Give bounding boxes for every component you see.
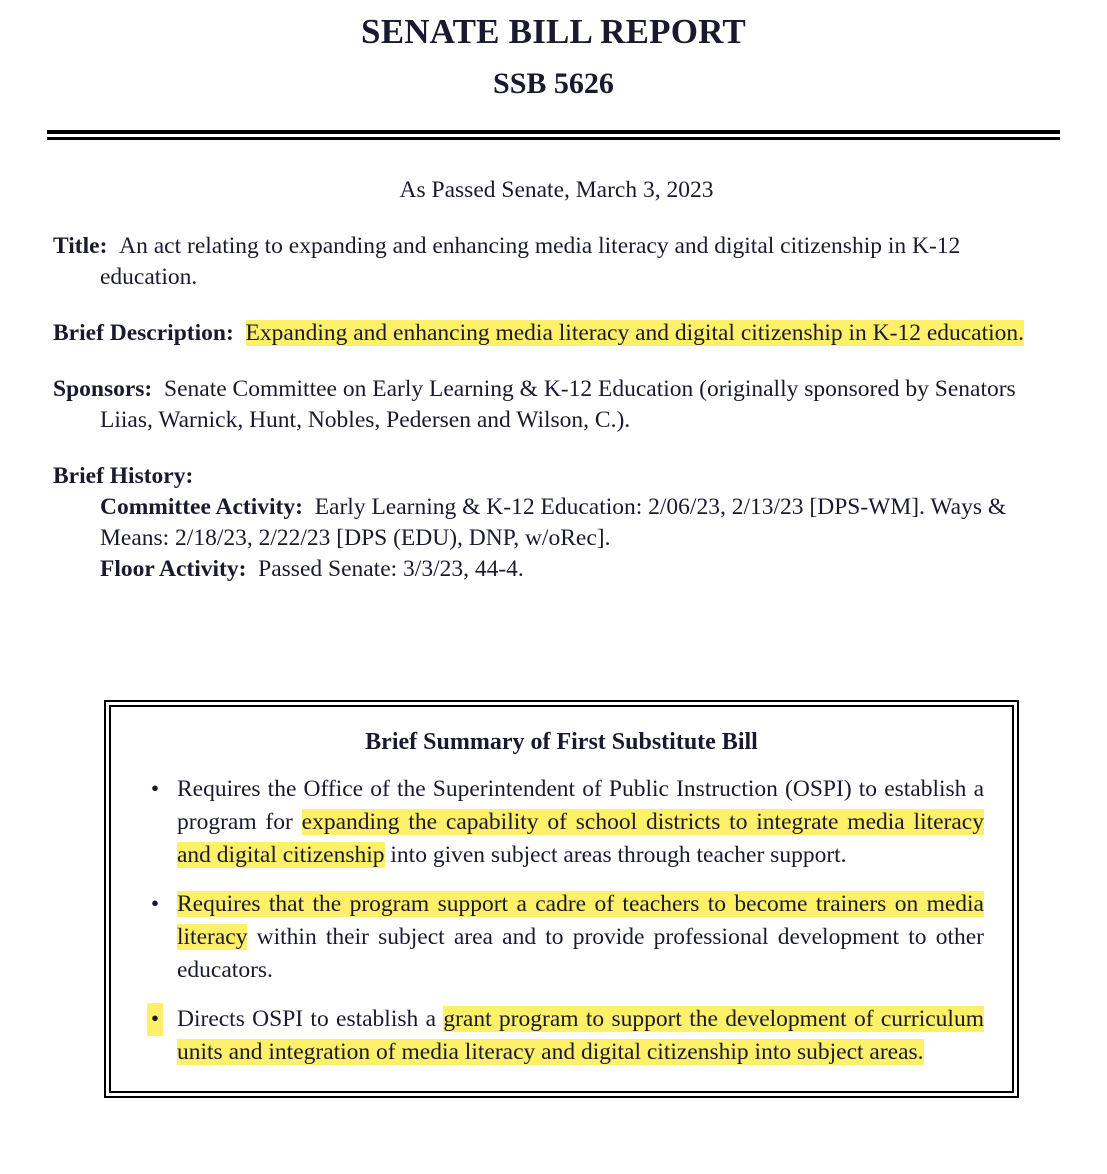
field-title-value: An act relating to expanding and enhancing media literacy and digital citizenship in K-12 education. — [100, 233, 961, 290]
bullet-text-plain-tail: within their subject area and to provide professional development to other educators. — [177, 924, 984, 983]
summary-bullet-text — [177, 773, 984, 872]
field-title-label: Title: — [53, 233, 108, 259]
summary-title: Brief Summary of First Substitute Bill — [365, 729, 758, 755]
status-line: As Passed Senate, March 3, 2023 — [399, 177, 714, 203]
committee-activity — [53, 492, 1060, 554]
committee-activity-value: Early Learning & K-12 Education: 2/06/23, 2/13/23 [DPS-WM]. Ways & Means: 2/18/23, 2/22/23 [DPS (EDU), DNP, w/oRec]. — [100, 494, 1007, 551]
committee-activity-label: Committee Activity: — [100, 494, 303, 520]
summary-bullet-item — [139, 1003, 984, 1069]
bullet-text-plain-lead: Directs OSPI to establish a — [177, 1006, 444, 1032]
bullet-text-highlighted: grant program to support the development of curriculum units and integration of media literacy and digital citizenship into subject areas. — [177, 1006, 984, 1065]
bullet-marker-icon: • — [150, 776, 160, 802]
bullet-text-plain-lead: Requires the Office of the Superintendent of Public Instruction (OSPI) to establish a program for — [177, 776, 984, 835]
field-brief-description-value: Expanding and enhancing media literacy and digital citizenship in K-12 education. — [245, 320, 1025, 346]
floor-activity-value: Passed Senate: 3/3/23, 44-4. — [258, 556, 524, 582]
field-brief-description-label: Brief Description: — [53, 320, 234, 346]
field-brief-history — [53, 461, 1060, 585]
bullet-text-plain-tail: into given subject areas through teacher support. — [384, 842, 847, 868]
field-title — [53, 231, 1060, 293]
brief-history-label: Brief History: — [53, 463, 194, 489]
bullet-marker-icon: • — [147, 1003, 163, 1036]
header-divider — [47, 130, 1060, 140]
floor-activity-label: Floor Activity: — [100, 556, 247, 582]
summary-bullet-item — [139, 888, 984, 987]
summary-box-inner — [109, 705, 1014, 1093]
summary-bullet-list — [139, 773, 984, 1069]
field-sponsors — [53, 374, 1060, 436]
summary-bullet-text — [177, 888, 984, 987]
bullet-text-highlighted: Requires that the program support a cadre of teachers to become trainers on media literacy — [177, 891, 984, 950]
bill-number: SSB 5626 — [493, 67, 614, 100]
document-body — [53, 175, 1060, 585]
summary-bullet-item — [139, 773, 984, 872]
field-brief-description — [53, 318, 1060, 349]
document-title: SENATE BILL REPORT — [361, 12, 746, 51]
floor-activity — [53, 554, 1060, 585]
summary-box — [104, 700, 1019, 1098]
bullet-text-highlighted: expanding the capability of school districts to integrate media literacy and digital citizenship — [177, 809, 984, 868]
field-sponsors-label: Sponsors: — [53, 376, 153, 402]
summary-bullet-text — [177, 1003, 984, 1069]
divider-line-bottom — [47, 137, 1060, 140]
field-sponsors-value: Senate Committee on Early Learning & K-12 Education (originally sponsored by Senators Liias, Warnick, Hunt, Nobles, Pedersen and Wilson, C.). — [100, 376, 1016, 433]
bullet-marker-icon: • — [150, 891, 160, 917]
